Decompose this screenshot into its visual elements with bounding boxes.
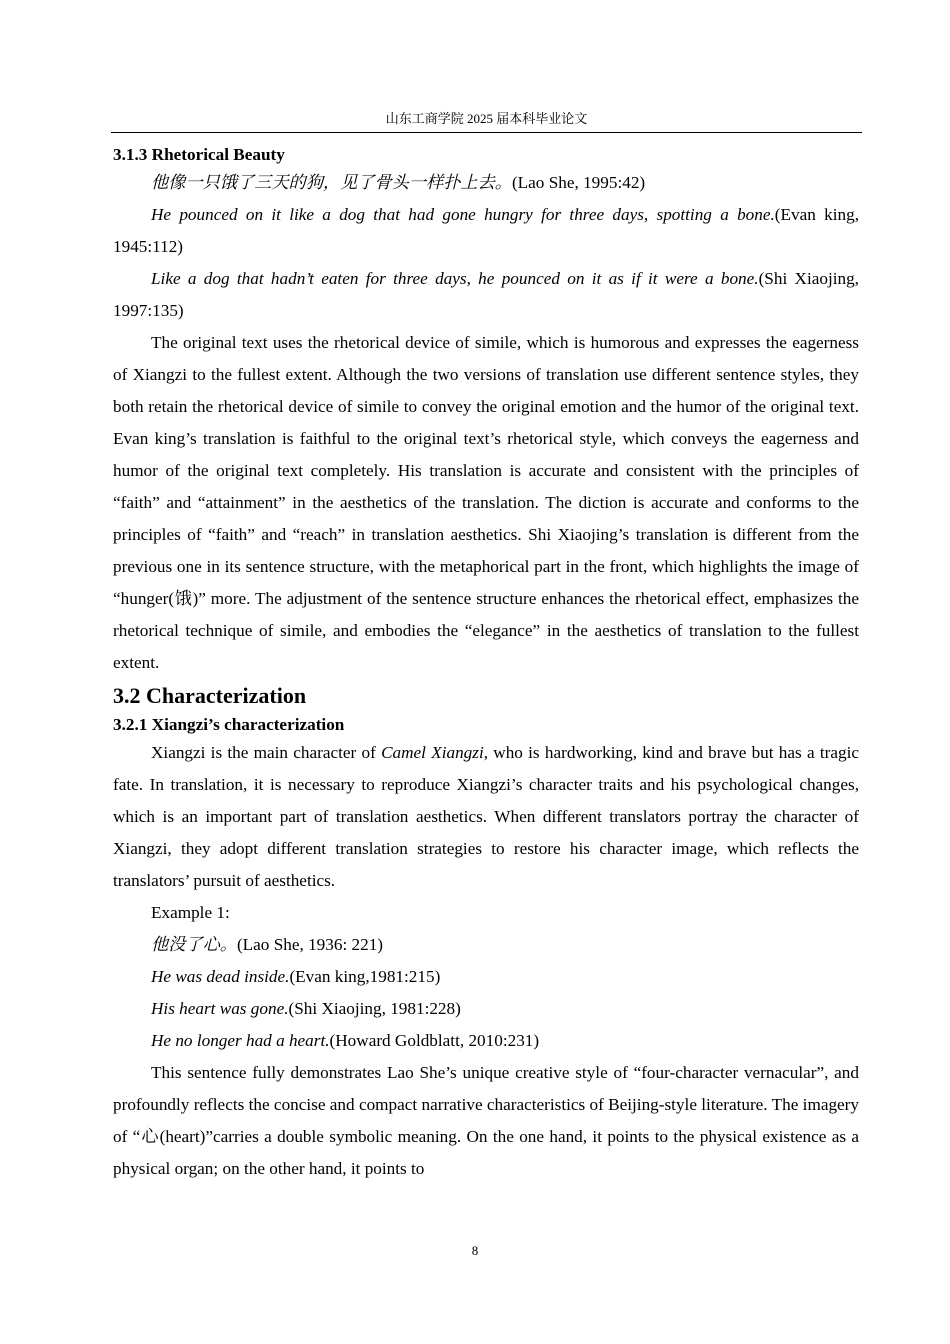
intro-text-before: Xiangzi is the main character of	[151, 743, 382, 762]
analysis-paragraph: This sentence fully demonstrates Lao She’s unique creative style of “four-character vernacular”, and profoundly reflects the concise and compact narrative characteristics of Beijing-style literature. The imagery of “心(heart)”carries a double symbolic meaning. On the one hand, it points to the physical existence as a physical organ; on the other hand, it points to	[113, 1063, 859, 1178]
translation-evan-king	[113, 199, 859, 263]
source-sentence: 他没了心。	[151, 935, 237, 954]
translation-howard-goldblatt	[113, 1025, 859, 1057]
translation-text: Like a dog that hadn’t eaten for three days, he pounced on it as if it were a bone.	[151, 269, 759, 288]
translation-shi-xiaojing	[113, 993, 859, 1025]
page-content	[113, 143, 859, 1185]
translation-text: His heart was gone.	[151, 999, 289, 1018]
translation-citation: (Shi Xiaojing, 1997:135)	[113, 269, 859, 320]
translation-shi-xiaojing	[113, 263, 859, 327]
page-number: 8	[471, 1243, 479, 1258]
translation-citation: (Evan king, 1945:112)	[113, 205, 859, 256]
translation-text: He pounced on it like a dog that had gone hungry for three days, spotting a bone.	[151, 205, 775, 224]
translation-citation: (Howard Goldblatt, 2010:231)	[329, 1031, 540, 1050]
book-title: Camel Xiangzi	[381, 743, 484, 762]
example-label: Example 1:	[151, 903, 230, 922]
section-heading-3-2-1: 3.2.1 Xiangzi’s characterization	[113, 715, 345, 734]
example-source-text	[113, 167, 859, 199]
source-citation: (Lao She, 1936: 221)	[236, 935, 384, 954]
source-citation: (Lao She, 1995:42)	[511, 173, 646, 192]
translation-evan-king	[113, 961, 859, 993]
analysis-paragraph: The original text uses the rhetorical device of simile, which is humorous and expresses the eagerness of Xiangzi to the fullest extent. Although the two versions of translation use different sentence styles, they both retain the rhetorical device of simile to convey the original emotion and the humor of the original text. Evan king’s translation is faithful to the original text’s rhetorical style, which conveys the eagerness and humor of the original text completely. His translation is accurate and consistent with the principles of “faith” and “attainment” in the aesthetics of the translation. The diction is accurate and conforms to the principles of “faith” and “reach” in translation aesthetics. Shi Xiaojing’s translation is different from the previous one in its sentence structure, with the metaphorical part in the front, which highlights the image of “hunger(饿)” more. The adjustment of the sentence structure enhances the rhetorical effect, emphasizes the rhetorical technique of simile, and embodies the “elegance” in the aesthetics of translation to the fullest extent.	[113, 333, 859, 672]
header-title: 山东工商学院 2025 届本科毕业论文	[385, 111, 588, 126]
translation-text: He was dead inside.	[151, 967, 290, 986]
intro-text-after: , who is hardworking, kind and brave but has a tragic fate. In translation, it is necessary to reproduce Xiangzi’s character traits and his psychological changes, which is an important part of translation aesthetics. When different translators portray the character of Xiangzi, they adopt different translation strategies to restore his character image, which reflects the translators’ pursuit of aesthetics.	[113, 743, 859, 890]
intro-paragraph	[113, 737, 859, 897]
translation-text: He no longer had a heart.	[151, 1031, 330, 1050]
example-source-text	[113, 929, 859, 961]
section-heading-3-2: 3.2 Characterization	[113, 683, 307, 708]
page-header	[111, 111, 862, 133]
translation-citation: (Evan king,1981:215)	[289, 967, 441, 986]
section-heading-3-1-3: 3.1.3 Rhetorical Beauty	[113, 145, 285, 164]
translation-citation: (Shi Xiaojing, 1981:228)	[288, 999, 461, 1018]
source-sentence: 他像一只饿了三天的狗，见了骨头一样扑上去。	[151, 173, 512, 192]
